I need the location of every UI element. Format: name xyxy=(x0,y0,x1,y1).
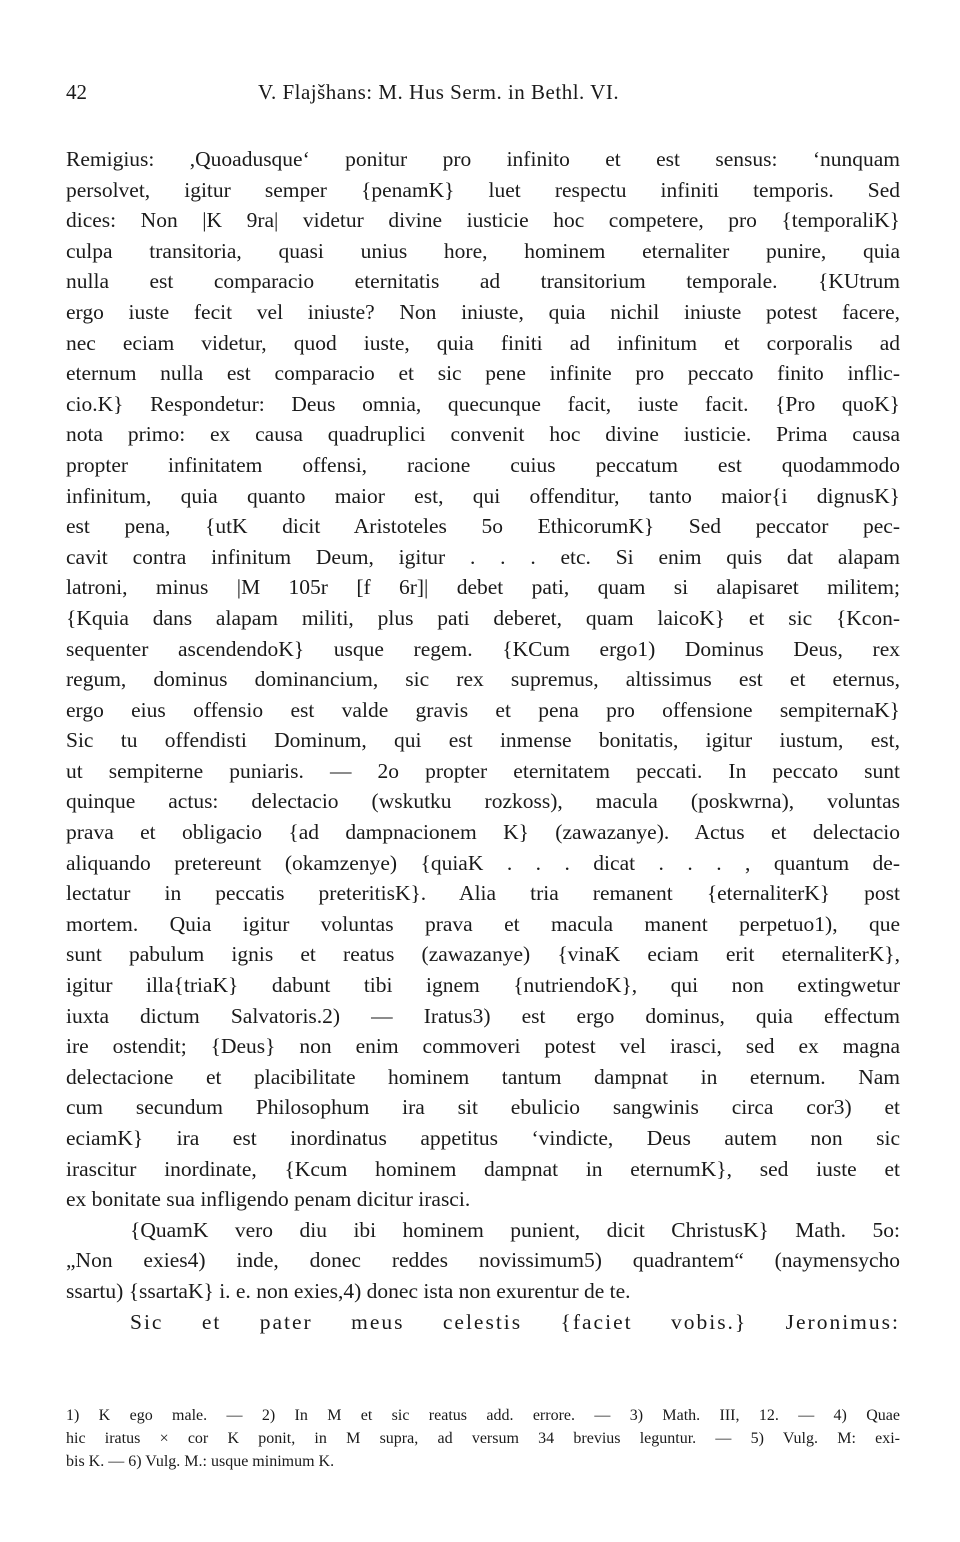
text-line: iuxta dictum Salvatoris.2) — Iratus3) est ergo dominus, quia effectum xyxy=(66,1003,900,1028)
text-line: ergo eius offensio est valde gravis et pena pro offensione sempiternaK} xyxy=(66,697,900,722)
text-line: mortem. Quia igitur voluntas prava et macula manent perpetuo1), que xyxy=(66,911,900,936)
text-line: ire ostendit; {Deus} non enim commoveri potest vel irasci, sed ex magna xyxy=(66,1034,900,1059)
text-line: ut sempiterne puniaris. — 2o propter eternitatem peccati. In peccato sunt xyxy=(66,758,900,783)
text-line: regum, dominus dominancium, sic rex supremus, altissimus est et eternus, xyxy=(66,667,900,692)
text-line: „Non exies4) inde, donec reddes novissimum5) quadrantem“ (naymensycho xyxy=(66,1248,900,1273)
text-line: infinitum, quia quanto maior est, qui offenditur, tanto maior{i dignusK} xyxy=(66,483,900,508)
text-line: igitur illa{triaK} dabunt tibi ignem {nutriendoK}, qui non extingwetur xyxy=(66,973,900,998)
text-line: Remigius: ,Quoadusque‘ ponitur pro infinito et est sensus: ‘nunquam xyxy=(66,147,900,171)
footnote-line: 1) K ego male. — 2) In M et sic reatus add. errore. — 3) Math. III, 12. — 4) Quae xyxy=(66,1407,900,1424)
text-line: delectacione et placibilitate hominem tantum dampnat in eternum. Nam xyxy=(66,1064,900,1089)
text-line: propter infinitatem offensi, racione cuius peccatum est quodammodo xyxy=(66,452,900,477)
text-line: eternum nulla est comparacio et sic pene infinite pro peccato finito inflic- xyxy=(66,361,900,386)
text-line: Sic et pater meus celestis {faciet vobis.} Jeronimus: xyxy=(130,1309,900,1334)
text-line: ssartu) {ssartaK} i. e. non exies,4) donec ista non exurentur de te. xyxy=(66,1278,631,1303)
text-line: eciamK} ira est inordinatus appetitus ‘vindicte, Deus autem non sic xyxy=(66,1126,900,1150)
text-line: cum secundum Philosophum ira sit ebulicio sangwinis circa cor3) et xyxy=(66,1095,900,1120)
text-line: nulla est comparacio eternitatis ad transitorium temporale. {KUtrum xyxy=(66,269,900,294)
footnote-line: hic iratus × cor K ponit, in M supra, ad versum 34 brevius leguntur. — 5) Vulg. M: exi- xyxy=(66,1430,900,1447)
running-title: V. Flajšhans: M. Hus Serm. in Bethl. VI. xyxy=(258,80,620,104)
footnotes xyxy=(66,1404,900,1473)
text-line: ex bonitate sua infligendo penam dicitur irasci. xyxy=(66,1187,471,1212)
text-line: sunt pabulum ignis et reatus (zawazanye) {vinaK eciam erit eternaliterK}, xyxy=(66,942,900,967)
text-line: ergo iuste fecit vel iniuste? Non iniuste, quia nichil iniuste potest facere, xyxy=(66,299,900,324)
text-line: prava et obligacio {ad dampnacionem K} (zawazanye). Actus et delectacio xyxy=(66,820,900,845)
text-line: aliquando pretereunt (okamzenye) {quiaK . . . dicat . . . , quantum de- xyxy=(66,850,900,875)
text-line: sequenter ascendendoK} usque regem. {KCum ergo1) Dominus Deus, rex xyxy=(66,636,900,661)
body-text xyxy=(66,144,900,1337)
page-header xyxy=(66,80,896,112)
text-line: nec eciam videtur, quod iuste, quia finiti ad infinitum et corporalis ad xyxy=(66,330,900,355)
text-line: Sic tu offendisti Dominum, qui est inmense bonitatis, igitur iustum, est, xyxy=(66,728,900,753)
text-line: dices: Non |K 9ra| videtur divine iusticie hoc competere, pro {temporaliK} xyxy=(66,208,900,233)
text-line: est pena, {utK dicit Aristoteles 5o EthicorumK} Sed peccator pec- xyxy=(66,514,900,539)
text-line: culpa transitoria, quasi unius hore, hominem eternaliter punire, quia xyxy=(66,238,900,263)
text-line: latroni, minus |M 105r [f 6r]| debet pati, quam si alapisaret militem; xyxy=(66,575,900,600)
text-line: persolvet, igitur semper {penamK} luet respectu infiniti temporis. Sed xyxy=(66,177,900,202)
text-line: lectatur in peccatis preteritisK}. Alia tria remanent {eternaliterK} post xyxy=(66,881,900,906)
text-line: cavit contra infinitum Deum, igitur . . . etc. Si enim quis dat alapam xyxy=(66,544,900,569)
footnote-line: bis K. — 6) Vulg. M.: usque minimum K. xyxy=(66,1453,335,1470)
text-line: cio.K} Respondetur: Deus omnia, quecunque facit, iuste facit. {Pro quoK} xyxy=(66,391,900,416)
text-line: {QuamK vero diu ibi hominem punient, dicit ChristusK} Math. 5o: xyxy=(130,1217,900,1242)
text-line: nota primo: ex causa quadruplici convenit hoc divine iusticie. Prima causa xyxy=(66,422,900,447)
text-line: quinque actus: delectacio (wskutku rozkoss), macula (poskwrna), voluntas xyxy=(66,789,900,814)
page-number: 42 xyxy=(66,80,87,104)
text-line: irascitur inordinate, {Kcum hominem dampnat in eternumK}, sed iuste et xyxy=(66,1156,900,1181)
text-line: {Kquia dans alapam militi, plus pati deberet, quam laicoK} et sic {Kcon- xyxy=(66,605,900,630)
